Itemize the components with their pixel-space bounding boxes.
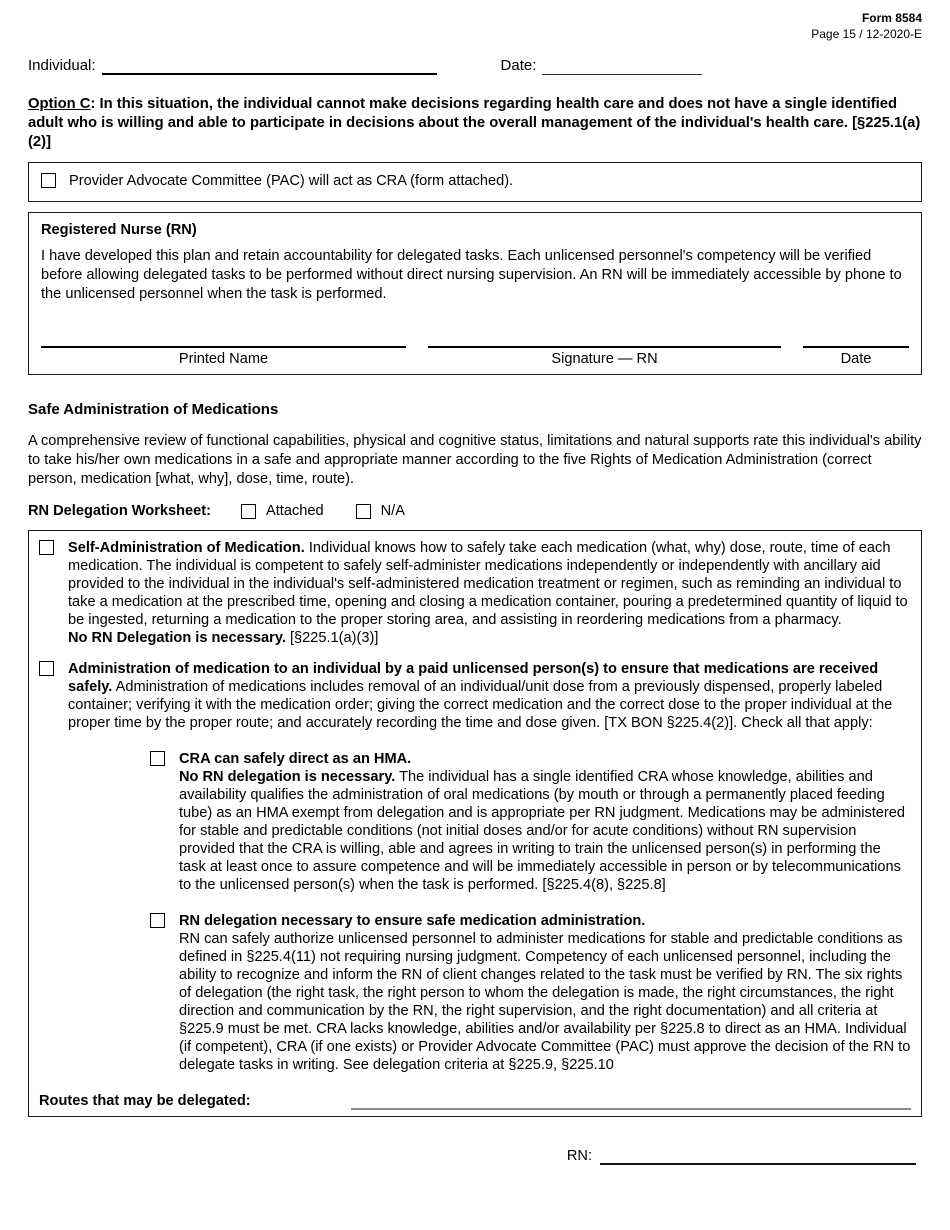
attached-checkbox[interactable] bbox=[241, 504, 256, 519]
rn-statement: I have developed this plan and retain accountability for delegated tasks. Each unlicensed personnel's competency will be verified before allowing delegated tasks to be performed without direct nursing supervision. An RN will be immediately accessible by phone to the unlicensed personnel when the task is performed. bbox=[41, 248, 902, 302]
cra-hma-lead: CRA can safely direct as an HMA. bbox=[179, 751, 412, 767]
self-admin-note-bold: No RN Delegation is necessary. bbox=[68, 630, 286, 646]
footer-rn-label: RN: bbox=[566, 1148, 592, 1164]
routes-row bbox=[39, 1092, 911, 1110]
document-header bbox=[28, 10, 922, 42]
printed-name-field bbox=[41, 344, 406, 368]
signature-rn-label: Signature — RN bbox=[551, 351, 658, 367]
pac-checkbox[interactable] bbox=[41, 173, 56, 188]
self-admin-checkbox[interactable] bbox=[39, 540, 54, 555]
safe-admin-title: Safe Administration of Medications bbox=[28, 401, 279, 418]
individual-field[interactable] bbox=[102, 56, 437, 75]
self-admin-lead: Self-Administration of Medication. bbox=[68, 540, 305, 556]
routes-field[interactable] bbox=[351, 1094, 911, 1110]
individual-date-row bbox=[28, 56, 922, 75]
signature-rn-line[interactable] bbox=[428, 344, 781, 348]
worksheet-option-na bbox=[356, 502, 405, 520]
routes-label: Routes that may be delegated: bbox=[39, 1093, 251, 1109]
printed-name-line[interactable] bbox=[41, 344, 406, 348]
option-c-text: : In this situation, the individual cannot make decisions regarding health care and does not have a single identified adult who is willing and able to participate in decisions about the overall management of the individual's health care. [§225.1(a)(2)] bbox=[28, 96, 921, 150]
self-admin-note bbox=[68, 629, 911, 647]
paid-admin-lead: Administration of medication to an individual by a paid unlicensed person(s) to ensure that medications are received safely. bbox=[68, 661, 879, 695]
cra-hma-lead2: No RN delegation is necessary. bbox=[179, 769, 396, 785]
na-label: N/A bbox=[380, 503, 405, 519]
rn-box-title: Registered Nurse (RN) bbox=[41, 222, 197, 238]
page-info: Page 15 / 12-2020-E bbox=[811, 27, 922, 41]
cra-hma-item bbox=[150, 750, 911, 894]
signature-date-line[interactable] bbox=[803, 344, 909, 348]
self-admin-note-ref: [§225.1(a)(3)] bbox=[289, 630, 379, 646]
rn-delegation-text bbox=[179, 912, 911, 1074]
printed-name-label: Printed Name bbox=[178, 351, 269, 367]
rn-delegation-worksheet-row bbox=[28, 502, 922, 520]
paid-admin-item bbox=[39, 660, 911, 732]
date-label: Date: bbox=[500, 57, 537, 74]
rn-delegation-body: RN can safely authorize unlicensed personnel to administer medications for stable and predictable conditions as defined in §225.4(11) not requiring nursing judgment. Competency of each unlicensed personnel, including the ability to recognize and inform the RN of client changes related to the task must be verified by RN. The six rights of delegation (the right task, the right person to whom the delegation is made, the right circumstances, the right direction and communication by the RN, the right supervision, and the right documentation) and all criteria at §225.9 must be met. CRA lacks knowledge, abilities and/or availability per §225.8 to direct as an HMA. Individual (if competent), CRA (if one exists) or Provider Advocate Committee (PAC) must approve the decision of the RN to delegate tasks in writing. See delegation criteria at §225.9, §225.10 bbox=[179, 931, 911, 1073]
signature-row bbox=[41, 344, 909, 368]
pac-label: Provider Advocate Committee (PAC) will act as CRA (form attached). bbox=[69, 173, 514, 189]
signature-rn-field bbox=[428, 344, 781, 368]
cra-hma-checkbox[interactable] bbox=[150, 751, 165, 766]
medication-options-box bbox=[28, 530, 922, 1117]
attached-label: Attached bbox=[266, 503, 324, 519]
option-c-title: Option C bbox=[28, 96, 91, 112]
option-c-paragraph bbox=[28, 95, 922, 152]
date-field[interactable] bbox=[542, 56, 702, 75]
footer-rn-field[interactable] bbox=[600, 1147, 916, 1165]
paid-admin-body: Administration of medications includes removal of an individual/unit dose from a previously dispensed, properly labeled container; verifying it with the medication order; giving the correct medication and the correct dose to the proper individual at the proper time by the proper route; and accurately recording the time and dose given. [TX BON §225.4(2)]. Check all that apply: bbox=[68, 679, 893, 731]
na-checkbox[interactable] bbox=[356, 504, 371, 519]
individual-label: Individual: bbox=[28, 57, 96, 74]
paid-admin-text bbox=[68, 660, 911, 732]
rn-delegation-item bbox=[150, 912, 911, 1074]
self-admin-body: Individual knows how to safely take each medication (what, why) dose, route, time of each medication. The individual is competent to safely self-administer medications independently or independently with ancillary aid provided to the individual in the individual's self-administered medication treatment or regimen, such as reminding an individual to take a medication at the prescribed time, opening and closing a medication container, pouring a predetermined quantity of liquid to be ingested, returning a medication to the proper storing area, and assisting in reordering medications from a pharmacy. bbox=[68, 540, 908, 628]
signature-date-label: Date bbox=[840, 351, 872, 367]
registered-nurse-box bbox=[28, 212, 922, 375]
cra-hma-text bbox=[179, 750, 911, 894]
signature-date-field bbox=[803, 344, 909, 368]
pac-box bbox=[28, 162, 922, 202]
worksheet-label: RN Delegation Worksheet: bbox=[28, 503, 211, 519]
self-admin-text bbox=[68, 539, 911, 647]
form-number: Form 8584 bbox=[861, 11, 922, 25]
rn-delegation-checkbox[interactable] bbox=[150, 913, 165, 928]
self-admin-item bbox=[39, 539, 911, 647]
rn-delegation-lead: RN delegation necessary to ensure safe medication administration. bbox=[179, 913, 646, 929]
footer-rn-row bbox=[28, 1147, 922, 1165]
safe-admin-intro: A comprehensive review of functional capabilities, physical and cognitive status, limitations and natural supports rate this individual's ability to take his/her own medications in a safe and appropriate manner according to the five Rights of Medication Administration (correct person, medication [what, why], dose, time, route). bbox=[28, 433, 922, 487]
worksheet-option-attached bbox=[241, 502, 324, 520]
cra-hma-body: The individual has a single identified CRA whose knowledge, abilities and availability qualifies the administration of oral medications (by mouth or through a permanently placed feeding tube) as an HMA exempt from delegation and is appropriate per RN judgment. Medications may be administered for stable and predictable conditions (not initial doses and/or for acute conditions) without RN supervision provided that the CRA is willing, able and agrees in writing to train the unlicensed person(s) in performing the task at least once to assure competence and will be immediately accessible in person or by telecommunications to the unlicensed person(s) when the task is performed. [§225.4(8), §225.8] bbox=[179, 769, 906, 893]
paid-admin-checkbox[interactable] bbox=[39, 661, 54, 676]
